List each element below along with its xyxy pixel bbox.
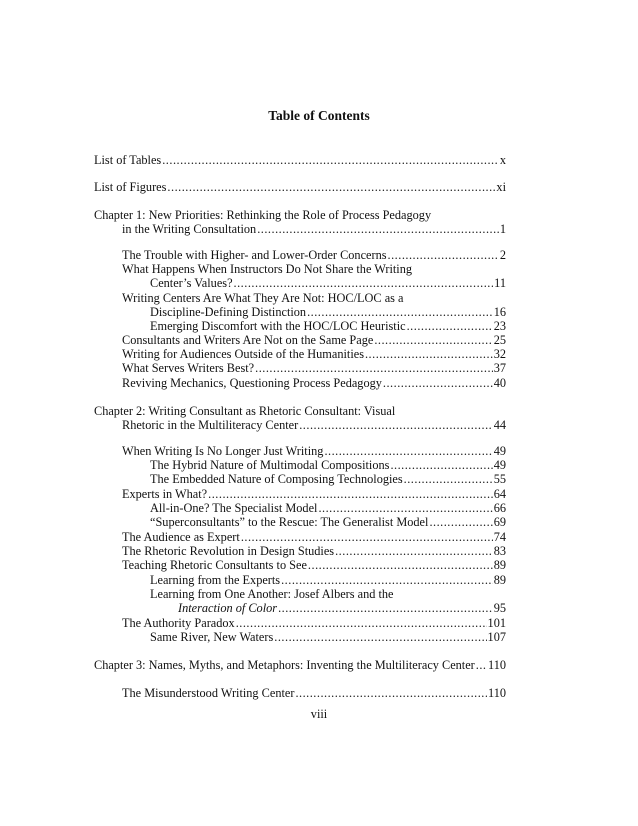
page-number: viii [310,707,328,721]
chapter-3-heading: Chapter 3: Names, Myths, and Metaphors: Inventing the Multiliteracy Center ..... 110 [94,658,506,672]
toc-entry: Same River, New Waters ..... 107 [150,630,506,644]
toc-entry: Interaction of Color ..... 95 [178,601,506,615]
toc-entry: Reviving Mechanics, Questioning Process Pedagogy ..... 40 [122,376,506,390]
toc-entry: Emerging Discomfort with the HOC/LOC Heuristic ..... 23 [150,319,506,333]
toc-entry: Learning from One Another: Josef Albers and the [150,587,394,601]
toc-entry: Writing for Audiences Outside of the Humanities ..... 32 [122,347,506,361]
toc-entry: Writing Centers Are What They Are Not: HOC/LOC as a [122,291,404,305]
toc-entry: The Embedded Nature of Composing Technologies ..... 55 [150,472,506,486]
toc-entry: The Authority Paradox ..... 101 [122,616,506,630]
toc-entry: Experts in What? ..... 64 [122,487,506,501]
toc-entry-list-of-figures: List of Figures ..... xi [94,180,506,194]
toc-entry-list-of-tables: List of Tables ..... x [94,153,506,167]
toc-entry: What Happens When Instructors Do Not Share the Writing [122,262,413,276]
toc-entry: Learning from the Experts ..... 89 [150,573,506,587]
chapter-1-heading-cont: in the Writing Consultation ..... 1 [122,222,506,236]
leader-dots [167,180,495,194]
toc-entry: The Audience as Expert ..... 74 [122,530,506,544]
toc-entry: Consultants and Writers Are Not on the Same Page ..... 25 [122,333,506,347]
toc-entry: The Trouble with Higher- and Lower-Order Concerns ..... 2 [122,248,506,262]
toc-entry: Teaching Rhetoric Consultants to See ..... 89 [122,558,506,572]
chapter-1-heading: Chapter 1: New Priorities: Rethinking the Role of Process Pedagogy [94,208,432,222]
toc-entry: The Misunderstood Writing Center ..... 110 [122,686,506,700]
toc-entry: The Hybrid Nature of Multimodal Compositions ..... 49 [150,458,506,472]
page-title: Table of Contents [268,108,370,123]
toc-entry: What Serves Writers Best? ..... 37 [122,361,506,375]
chapter-2-heading: Chapter 2: Writing Consultant as Rhetoric Consultant: Visual [94,404,396,418]
toc-entry: Center’s Values? ..... 11 [150,276,506,290]
toc-entry: All-in-One? The Specialist Model ..... 66 [150,501,506,515]
toc-entry: “Superconsultants” to the Rescue: The Generalist Model ..... 69 [150,515,506,529]
chapter-2-heading-cont: Rhetoric in the Multiliteracy Center ..... 44 [122,418,506,432]
toc-entry: The Rhetoric Revolution in Design Studies ..... 83 [122,544,506,558]
leader-dots [162,153,499,167]
toc-entry: Discipline-Defining Distinction ..... 16 [150,305,506,319]
toc-entry: When Writing Is No Longer Just Writing ..... 49 [122,444,506,458]
